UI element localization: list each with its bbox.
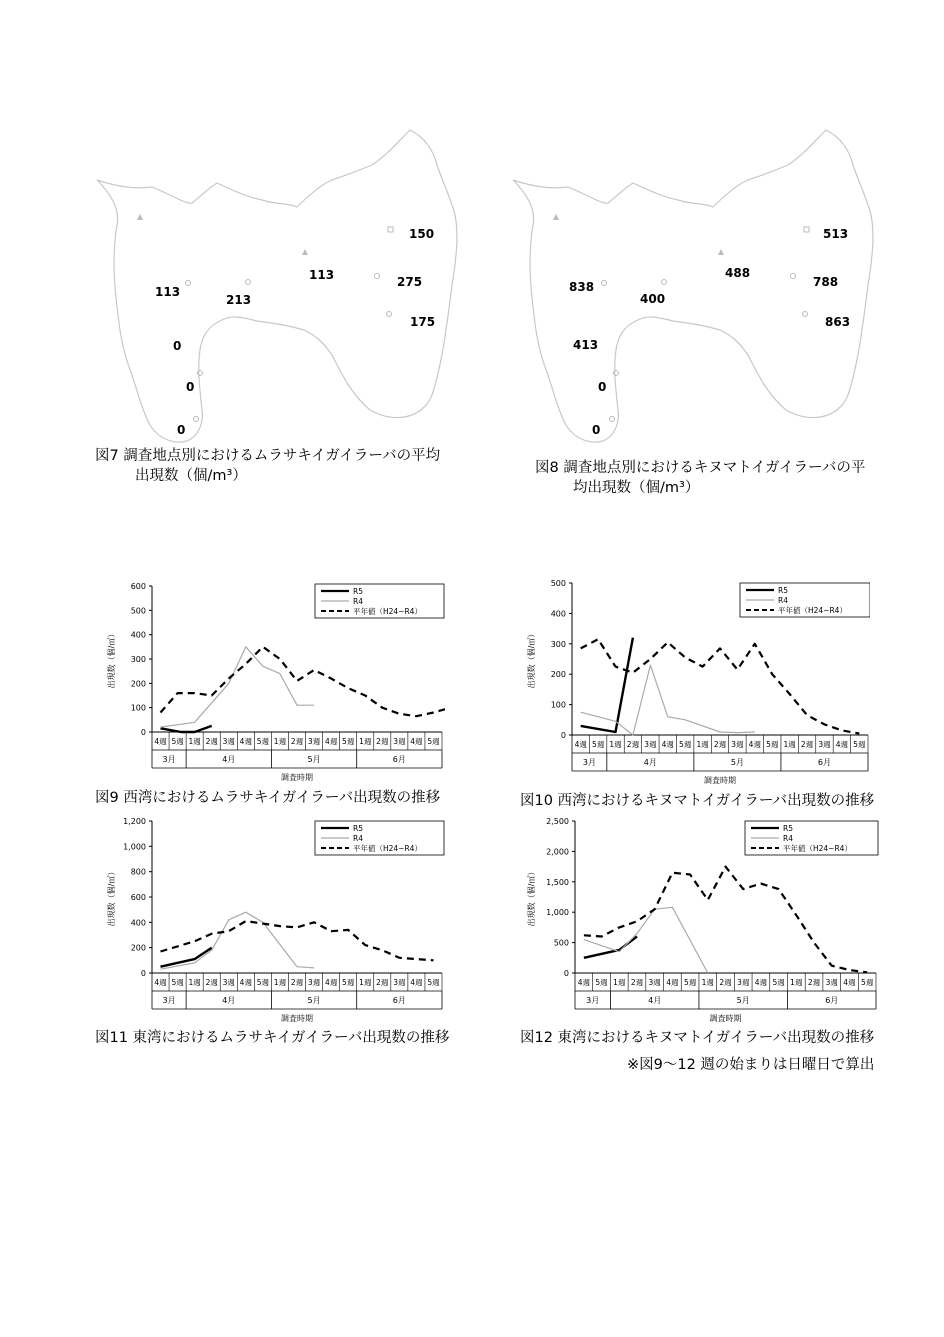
x-tick-label: 1週 <box>273 978 287 987</box>
x-tick-label: 1週 <box>273 737 287 746</box>
y-tick-label: 100 <box>130 703 146 713</box>
legend-label: R5 <box>353 824 363 833</box>
x-tick-label: 3週 <box>825 978 838 987</box>
x-tick-label: 3週 <box>648 978 661 987</box>
y-tick-label: 500 <box>550 579 566 588</box>
x-tick-label: 4週 <box>748 740 761 749</box>
legend-label: 平年値（H24~R4） <box>353 844 422 853</box>
legend-label: R5 <box>778 586 788 595</box>
caption-fig11: 図11 東湾におけるムラサキイガイラーバ出現数の推移 <box>95 1030 450 1046</box>
x-tick-label: 2週 <box>205 737 218 746</box>
x-tick-label: 3週 <box>222 737 235 746</box>
x-tick-label: 5週 <box>342 737 355 746</box>
x-tick-label: 4週 <box>835 740 849 749</box>
y-axis-label: 出現数（個/㎥） <box>527 867 536 927</box>
x-tick-label: 2週 <box>630 978 644 987</box>
month-label: 3月 <box>582 758 596 767</box>
x-tick-label: 1週 <box>790 978 803 987</box>
x-tick-label: 5週 <box>595 978 608 987</box>
x-tick-label: 5週 <box>853 740 866 749</box>
y-tick-label: 1,500 <box>546 877 569 887</box>
series-line-dash <box>581 639 860 733</box>
caption-fig8 <box>535 458 865 498</box>
chart-fig10 <box>520 577 870 787</box>
caption-fig12: 図12 東湾におけるキヌマトイガイラーバ出現数の推移 <box>520 1030 875 1046</box>
x-tick-label: 5週 <box>861 978 874 987</box>
legend-label: 平年値（H24~R4） <box>783 844 852 853</box>
x-tick-label: 2週 <box>376 737 389 746</box>
map-value: 838 <box>569 280 595 294</box>
y-tick-label: 0 <box>563 969 569 978</box>
x-tick-label: 3週 <box>307 978 321 987</box>
x-tick-label: 5週 <box>171 978 184 987</box>
x-tick-label: 3週 <box>393 737 406 746</box>
month-label: 4月 <box>648 996 662 1005</box>
caption-fig9: 図9 西湾におけるムラサキイガイラーバ出現数の推移 <box>95 790 441 806</box>
x-tick-label: 3週 <box>393 978 406 987</box>
chart-fig9 <box>100 578 445 783</box>
map-value: 275 <box>397 275 423 289</box>
map-value: 0 <box>592 423 601 437</box>
legend-label: 平年値（H24~R4） <box>778 606 847 615</box>
x-tick-label: 4週 <box>410 978 423 987</box>
y-tick-label: 600 <box>130 893 146 902</box>
month-label: 6月 <box>392 996 406 1005</box>
x-axis-label: 調査時期 <box>281 1014 313 1023</box>
legend-label: R4 <box>783 834 793 843</box>
map-value: 0 <box>186 380 195 394</box>
x-tick-label: 2週 <box>800 740 814 749</box>
series-line-thick <box>161 948 212 967</box>
caption-fig7 <box>95 446 440 486</box>
x-tick-label: 5週 <box>256 737 270 746</box>
y-tick-label: 200 <box>550 670 566 680</box>
x-tick-label: 4週 <box>661 740 674 749</box>
y-axis-label: 出現数（個/㎥） <box>107 629 116 689</box>
x-tick-label: 4週 <box>577 978 590 987</box>
month-label: 3月 <box>162 755 176 764</box>
x-tick-label: 1週 <box>696 740 709 749</box>
x-tick-label: 2週 <box>719 978 732 987</box>
y-tick-label: 1,000 <box>546 908 569 918</box>
chart-fig12 <box>520 815 880 1025</box>
y-tick-label: 200 <box>130 679 146 689</box>
map-value: 400 <box>640 292 666 306</box>
x-tick-label: 4週 <box>410 737 423 746</box>
map-value: 0 <box>598 380 607 394</box>
map-value: 213 <box>226 293 252 307</box>
x-tick-label: 2週 <box>807 978 821 987</box>
x-tick-label: 5週 <box>171 737 184 746</box>
y-tick-label: 1,200 <box>123 817 146 826</box>
x-tick-label: 3週 <box>731 740 744 749</box>
month-label: 5月 <box>307 996 321 1005</box>
month-label: 3月 <box>162 996 176 1005</box>
legend-label: R4 <box>353 597 363 606</box>
x-tick-label: 5週 <box>256 978 270 987</box>
x-axis-label: 調査時期 <box>704 776 736 785</box>
legend-label: 平年値（H24~R4） <box>353 607 422 616</box>
y-axis-label: 出現数（個/㎥） <box>107 867 116 927</box>
x-tick-label: 4週 <box>574 740 587 749</box>
caption-fig10: 図10 西湾におけるキヌマトイガイラーバ出現数の推移 <box>520 793 875 809</box>
caption-line: 図8 調査地点別におけるキヌマトイガイラーバの平 <box>535 460 866 476</box>
map-value: 513 <box>823 227 849 241</box>
month-label: 5月 <box>307 755 321 764</box>
x-axis-label: 調査時期 <box>281 773 313 782</box>
series-line-thick <box>581 638 633 732</box>
month-label: 5月 <box>736 996 750 1005</box>
y-tick-label: 800 <box>130 867 146 877</box>
x-tick-label: 5週 <box>427 978 440 987</box>
x-tick-label: 2週 <box>290 978 304 987</box>
map-value: 0 <box>173 339 182 353</box>
y-axis-label: 出現数（個/㎥） <box>527 629 536 689</box>
x-tick-label: 4週 <box>324 737 338 746</box>
map-value: 150 <box>409 227 435 241</box>
caption-line: 出現数（個/m³） <box>135 468 247 484</box>
map-value: 788 <box>813 275 839 289</box>
map-value: 113 <box>155 285 181 299</box>
y-tick-label: 2,000 <box>546 847 569 857</box>
x-tick-label: 2週 <box>626 740 640 749</box>
x-tick-label: 2週 <box>713 740 727 749</box>
chart-fig11 <box>100 815 445 1025</box>
x-tick-label: 3週 <box>737 978 750 987</box>
map-value: 488 <box>725 266 751 280</box>
x-tick-label: 1週 <box>783 740 796 749</box>
x-tick-label: 5週 <box>679 740 692 749</box>
x-tick-label: 5週 <box>427 737 440 746</box>
legend-label: R4 <box>353 834 363 843</box>
month-label: 4月 <box>643 758 657 767</box>
month-label: 3月 <box>586 996 600 1005</box>
x-tick-label: 1週 <box>188 737 201 746</box>
legend-label: R4 <box>778 596 788 605</box>
legend-label: R5 <box>353 587 363 596</box>
x-tick-label: 3週 <box>222 978 235 987</box>
x-tick-label: 5週 <box>342 978 355 987</box>
y-tick-label: 400 <box>130 918 146 928</box>
x-tick-label: 5週 <box>591 740 605 749</box>
y-tick-label: 500 <box>553 938 569 948</box>
x-tick-label: 5週 <box>766 740 779 749</box>
y-tick-label: 300 <box>550 639 566 649</box>
map-value: 413 <box>573 338 599 352</box>
y-tick-label: 0 <box>140 728 146 737</box>
month-label: 4月 <box>222 996 236 1005</box>
caption-line: 均出現数（個/m³） <box>573 480 700 496</box>
x-tick-label: 2週 <box>376 978 389 987</box>
y-tick-label: 100 <box>550 700 566 710</box>
x-tick-label: 1週 <box>701 978 714 987</box>
y-tick-label: 500 <box>130 606 146 616</box>
y-tick-label: 300 <box>130 655 146 664</box>
x-tick-label: 4週 <box>239 978 252 987</box>
note: ※図9～12 週の始まりは日曜日で算出 <box>627 1057 875 1073</box>
map-value: 113 <box>309 268 335 282</box>
x-tick-label: 1週 <box>609 740 622 749</box>
x-tick-label: 1週 <box>613 978 626 987</box>
map-value: 175 <box>410 315 436 329</box>
month-label: 6月 <box>392 755 406 764</box>
x-tick-label: 1週 <box>359 737 372 746</box>
series-line-thin <box>581 665 755 735</box>
x-axis-label: 調査時期 <box>709 1014 742 1023</box>
x-tick-label: 5週 <box>772 978 785 987</box>
series-line-thin <box>584 907 708 973</box>
x-tick-label: 3週 <box>307 737 321 746</box>
x-tick-label: 4週 <box>154 737 167 746</box>
month-label: 6月 <box>817 758 832 767</box>
y-tick-label: 0 <box>560 731 566 740</box>
x-tick-label: 2週 <box>205 978 218 987</box>
series-line-thin <box>161 647 315 727</box>
x-tick-label: 4週 <box>666 978 679 987</box>
month-label: 6月 <box>825 996 839 1005</box>
y-tick-label: 1,000 <box>123 842 146 852</box>
series-line-dash <box>584 867 867 973</box>
x-tick-label: 4週 <box>843 978 856 987</box>
month-label: 4月 <box>222 755 236 764</box>
x-tick-label: 1週 <box>359 978 372 987</box>
series-line-thick <box>161 726 212 732</box>
x-tick-label: 2週 <box>290 737 304 746</box>
x-tick-label: 3週 <box>818 740 831 749</box>
legend-label: R5 <box>783 824 793 833</box>
x-tick-label: 3週 <box>644 740 657 749</box>
x-tick-label: 4週 <box>324 978 338 987</box>
y-tick-label: 0 <box>140 969 146 978</box>
y-tick-label: 400 <box>550 609 566 619</box>
x-tick-label: 4週 <box>754 978 768 987</box>
map-value: 863 <box>825 315 851 329</box>
map-value: 0 <box>177 423 186 437</box>
x-tick-label: 1週 <box>188 978 201 987</box>
month-label: 5月 <box>730 758 744 767</box>
y-tick-label: 600 <box>130 582 146 591</box>
caption-line: 図7 調査地点別におけるムラサキイガイラーバの平均 <box>95 448 441 464</box>
y-tick-label: 2,500 <box>546 817 569 826</box>
y-tick-label: 400 <box>130 630 146 640</box>
x-tick-label: 4週 <box>154 978 167 987</box>
x-tick-label: 5週 <box>683 978 697 987</box>
series-line-thick <box>584 937 637 958</box>
y-tick-label: 200 <box>130 943 146 953</box>
x-tick-label: 4週 <box>239 737 252 746</box>
